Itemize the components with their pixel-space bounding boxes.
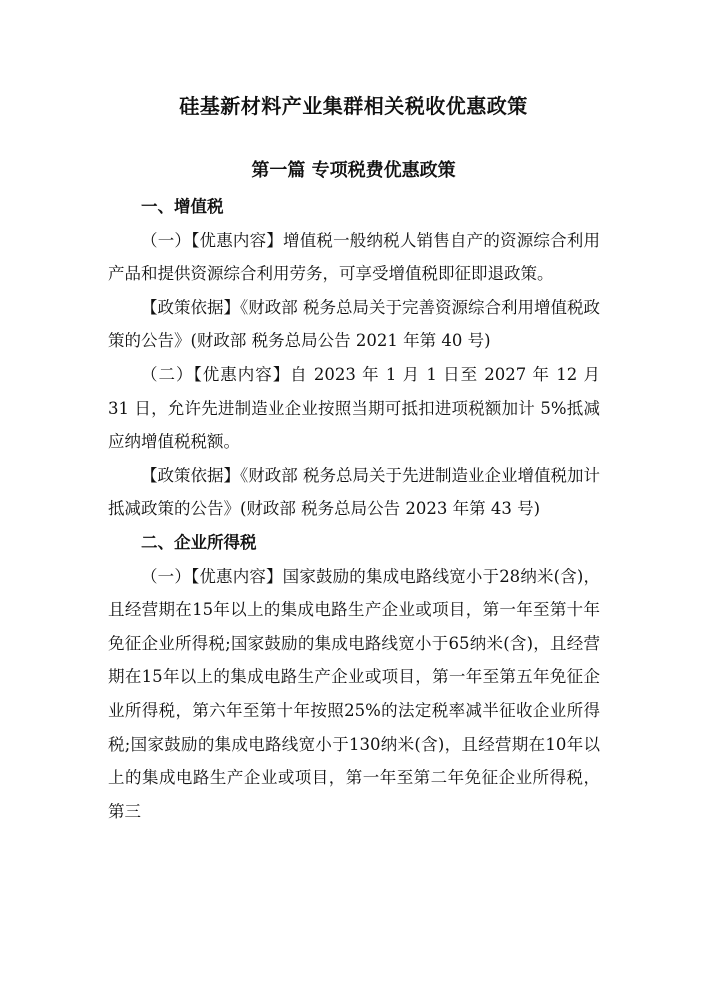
section-corporate-income-tax: [108, 526, 600, 828]
part-title: 第一篇 专项税费优惠政策: [251, 160, 456, 181]
paragraph: （一）【优惠内容】国家鼓励的集成电路线宽小于28纳米(含)，且经营期在15年以上的集成电路生产企业或项目，第一年至第十年免征企业所得税;国家鼓励的集成电路线宽小于65纳米(含)，且经营期在15年以上的集成电路生产企业或项目，第一年至第五年免征企业所得税，第六年至第十年按照25%的法定税率减半征收企业所得税;国家鼓励的集成电路线宽小于130纳米(含)，且经营期在10年以上的集成电路生产企业或项目，第一年至第二年免征企业所得税，第三: [108, 566, 600, 821]
paragraph: （一）【优惠内容】增值税一般纳税人销售自产的资源综合利用产品和提供资源综合利用劳务，可享受增值税即征即退政策。: [108, 230, 600, 284]
section-heading: 二、企业所得税: [141, 532, 257, 552]
section-heading: 一、增值税: [141, 197, 224, 216]
paragraph: 【政策依据】《财政部 税务总局关于完善资源综合利用增值税政策的公告》(财政部 税务总局公告 2021 年第 40 号): [108, 297, 600, 351]
document-body: [108, 190, 600, 828]
paragraph: （二）【优惠内容】自 2023 年 1 月 1 日至 2027 年 12 月 31 日，允许先进制造业企业按照当期可抵扣进项税额加计 5%抵减应纳增值税税额。: [108, 364, 600, 452]
section-vat: [108, 190, 600, 526]
paragraph: 【政策依据】《财政部 税务总局关于先进制造业企业增值税加计抵减政策的公告》(财政部 税务总局公告 2023 年第 43 号): [108, 465, 600, 519]
document-title: 硅基新材料产业集群相关税收优惠政策: [179, 94, 528, 118]
